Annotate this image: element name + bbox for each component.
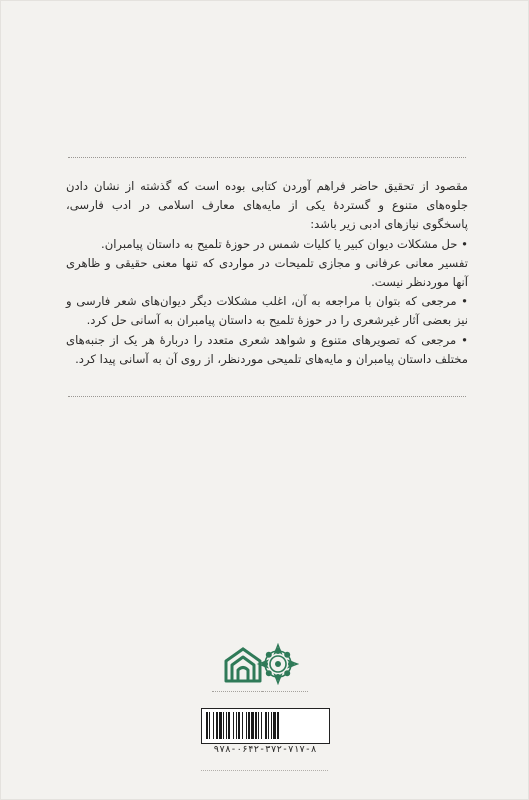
intro-paragraph: مقصود از تحقیق حاضر فراهم آوردن کتابی بوده است که گذشته از نشان دادن جلوه‌های متنوع و گستردهٔ یکی از مایه‌های معارف اسلامی در ادب فارسی، پاسخگوی نیازهای ادبی زیر باشد:: [66, 179, 468, 232]
footer-dotted-line: [201, 770, 328, 771]
isbn-number: ۹۷۸-۰۶۴۲-۳۷۲-۷۱۷-۸: [213, 744, 317, 755]
barcode: [201, 708, 330, 744]
logo-caption-left: [212, 691, 266, 695]
bullet-item-4: • مرجعی که تصویرهای متنوع و شواهد شعری متعدد را دربارهٔ هر یک از جنبه‌های مختلف داستان پیامبران و مایه‌های تلمیحی موردنظر، از روی آن به آسانی پیدا کرد.: [66, 332, 468, 366]
description-text: [66, 177, 468, 369]
bullet-item-3: • مرجعی که بتوان با مراجعه به آن، اغلب مشکلات دیگر دیوان‌های شعر فارسی و نیز بعضی آثار غیرشعری را در حوزهٔ تلمیح به داستان پیامبران به آسانی حل کرد.: [66, 294, 468, 328]
publisher-logos: [0, 643, 529, 703]
logo-caption-right: [262, 691, 308, 695]
star-rosette-logo-icon: [257, 643, 299, 685]
barcode-bars: [205, 712, 325, 739]
bullet-item-2: تفسیر معانی عرفانی و مجازی تلمیحات در مواردی که تنها معنی حقیقی و ظاهری آنها موردنظر نیست.: [66, 255, 468, 290]
bottom-dotted-divider: [68, 396, 466, 397]
top-dotted-divider: [68, 157, 466, 158]
bullet-item-1: • حل مشکلات دیوان کبیر یا کلیات شمس در حوزهٔ تلمیح به داستان پیامبران.: [101, 236, 468, 251]
